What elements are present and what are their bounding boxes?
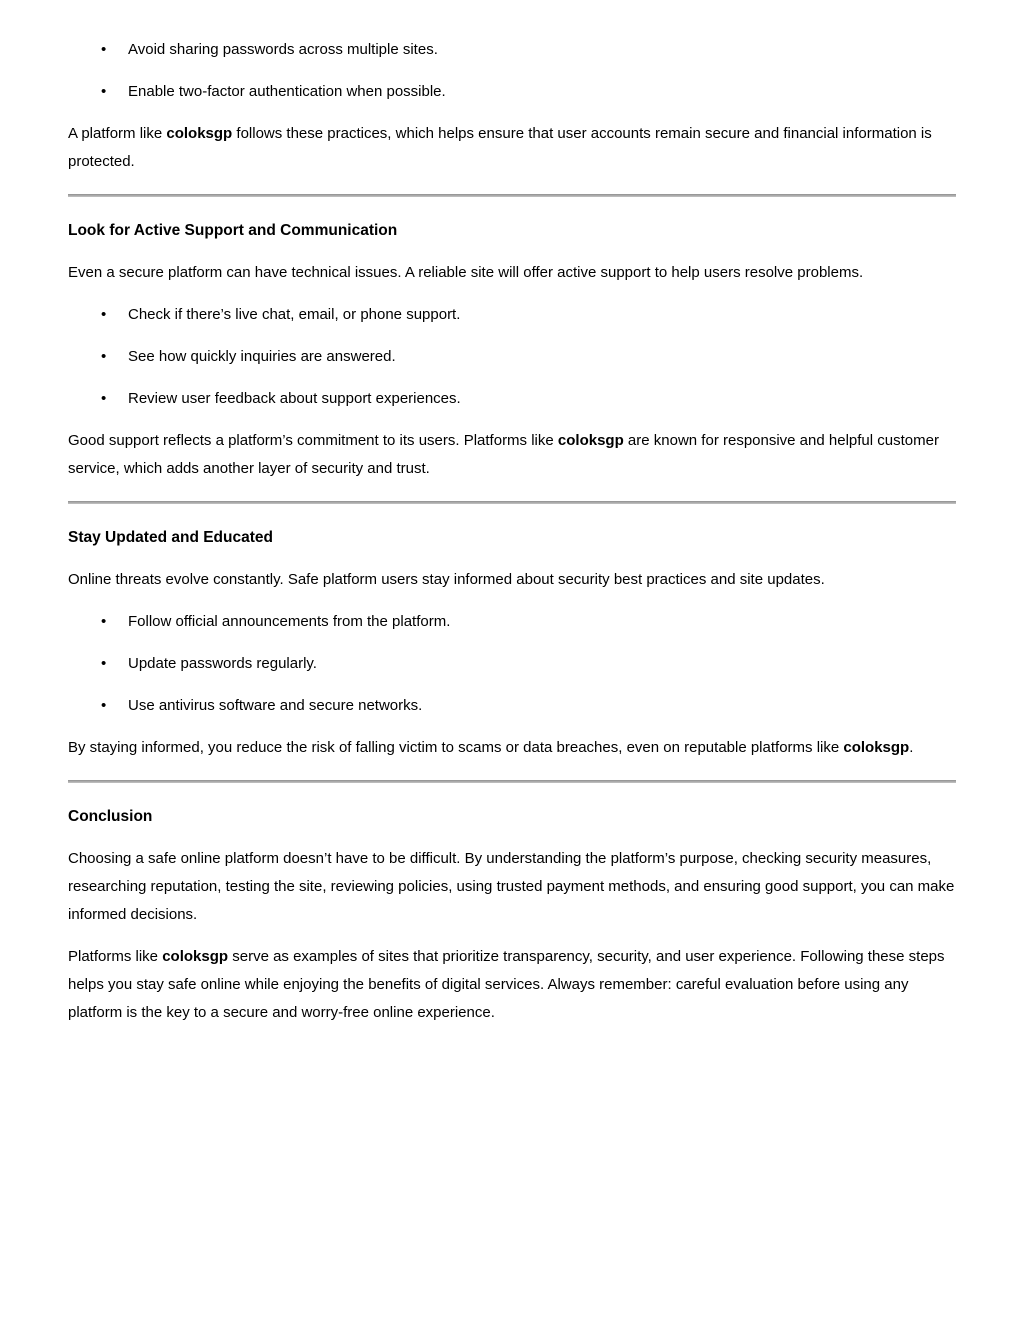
security-practices-list (68, 36, 956, 106)
paragraph-security-closing (68, 120, 956, 176)
paragraph-text: A platform like (68, 125, 167, 142)
paragraph-updated-closing (68, 734, 956, 762)
list-item-text: Use antivirus software and secure networks. (128, 697, 423, 714)
paragraph-text: are known for responsive and helpful customer service, which adds another layer of security and trust. (68, 432, 939, 477)
paragraph-text: Platforms like (68, 948, 163, 965)
paragraph-text: By staying informed, you reduce the risk of falling victim to scams or data breaches, even on reputable platforms like (68, 739, 844, 756)
list-item (68, 608, 956, 636)
list-item (68, 650, 956, 678)
brand-name-bold: coloksgp (843, 739, 910, 756)
paragraph-updated-lead: Online threats evolve constantly. Safe platform users stay informed about security best practices and site updates. (68, 571, 825, 588)
list-item (68, 692, 956, 720)
paragraph-text: serve as examples of sites that prioritize transparency, security, and user experience. Following these steps helps you stay safe online while enjoying the benefits of digital services. Always remember: careful evaluation before using any platform is the key to a secure and worry-free online experience. (68, 948, 945, 1021)
paragraph-support-closing (68, 427, 956, 483)
list-item (68, 78, 956, 106)
heading-conclusion: Conclusion (68, 808, 153, 825)
section-divider (68, 501, 956, 504)
list-item (68, 301, 956, 329)
brand-name-bold: coloksgp (166, 125, 233, 142)
list-item-text: See how quickly inquiries are answered. (128, 348, 396, 365)
stay-updated-list (68, 608, 956, 720)
paragraph-support-lead: Even a secure platform can have technical issues. A reliable site will offer active support to help users resolve problems. (68, 264, 864, 281)
list-item-text: Check if there’s live chat, email, or phone support. (128, 306, 461, 323)
support-checks-list (68, 301, 956, 413)
list-item-text: Enable two-factor authentication when possible. (128, 83, 446, 100)
list-item-text: Review user feedback about support experiences. (128, 390, 461, 407)
section-divider (68, 780, 956, 783)
heading-active-support: Look for Active Support and Communication (68, 222, 398, 239)
paragraph-conclusion-2 (68, 943, 956, 1027)
paragraph-conclusion-1: Choosing a safe online platform doesn’t have to be difficult. By understanding the platform’s purpose, checking security measures, researching reputation, testing the site, reviewing policies, using trusted payment methods, and ensuring good support, you can make informed decisions. (68, 850, 955, 923)
list-item (68, 36, 956, 64)
brand-name-bold: coloksgp (557, 432, 624, 449)
list-item-text: Avoid sharing passwords across multiple sites. (128, 41, 438, 58)
list-item (68, 385, 956, 413)
list-item-text: Follow official announcements from the platform. (128, 613, 451, 630)
heading-stay-updated: Stay Updated and Educated (68, 529, 273, 546)
list-item-text: Update passwords regularly. (128, 655, 317, 672)
list-item (68, 343, 956, 371)
paragraph-text: Good support reflects a platform’s commitment to its users. Platforms like (68, 432, 558, 449)
paragraph-text: follows these practices, which helps ensure that user accounts remain secure and financial information is protected. (68, 125, 932, 170)
section-divider (68, 194, 956, 197)
brand-name-bold: coloksgp (162, 948, 229, 965)
paragraph-text: . (909, 739, 914, 756)
